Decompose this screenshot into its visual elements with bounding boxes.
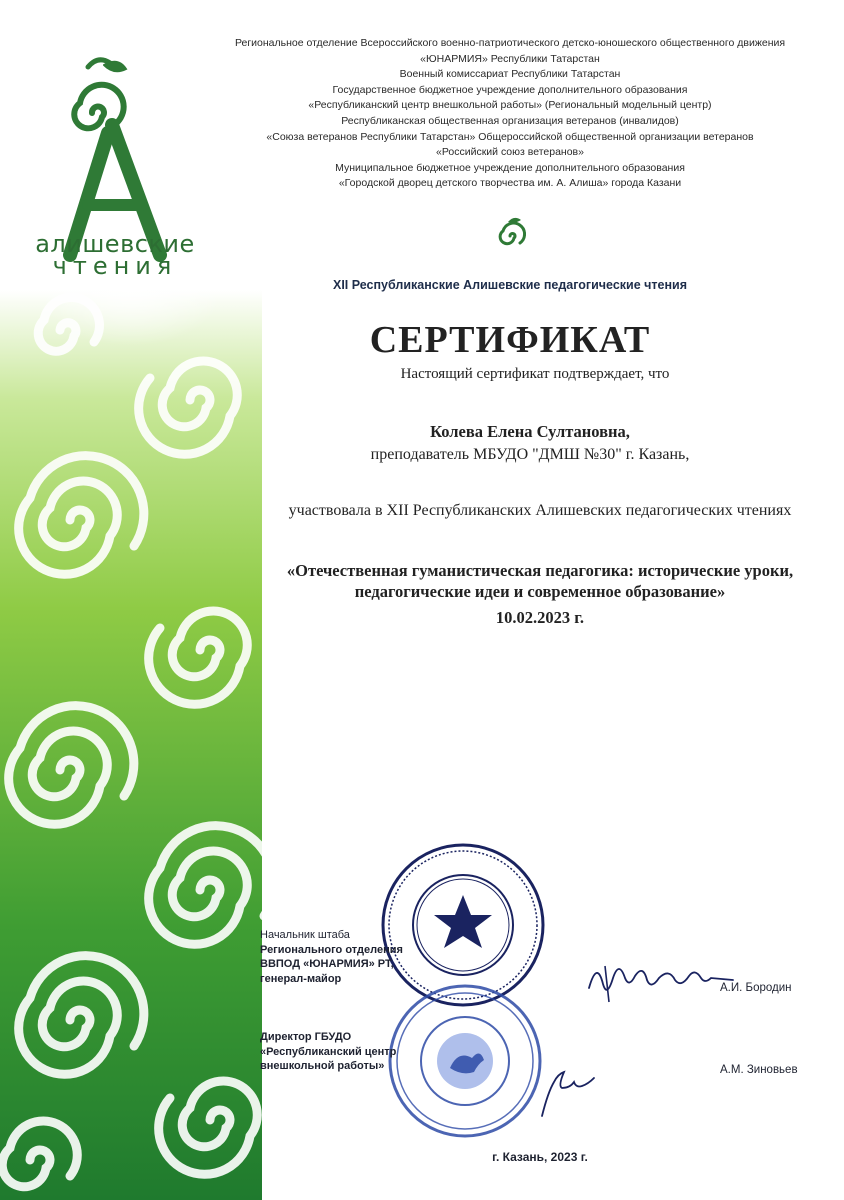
organization-line: «ЮНАРМИЯ» Республики Татарстан — [420, 52, 600, 65]
topic-title: «Отечественная гуманистическая педагогика: исторические уроки, педагогические идеи и современное образование» — [286, 561, 794, 601]
recipient-name: Колева Елена Султановна, — [430, 422, 630, 441]
organizations-header — [190, 36, 830, 192]
signatory-2-name: А.М. Зиновьев — [720, 1064, 798, 1076]
organization-line: Муниципальное бюджетное учреждение дополнительного образования — [335, 161, 685, 174]
signatory-title-line: Начальник штаба — [260, 929, 350, 941]
city-year: г. Казань, 2023 г. — [492, 1150, 588, 1164]
organization-line: «Российский союз ветеранов» — [436, 146, 584, 159]
small-apple-spiral-icon — [496, 216, 526, 252]
signatory-title-line: «Республиканский центр — [260, 1045, 397, 1058]
handwritten-signature-2 — [536, 1060, 606, 1118]
signatory-title-line: Регионального отделения — [260, 943, 403, 956]
signatory-1-title — [260, 928, 410, 986]
organization-line: «Республиканский центр внешкольной работы» (Региональный модельный центр) — [308, 99, 712, 112]
certificate-title: СЕРТИФИКАТ — [369, 319, 651, 361]
signatory-title-line: генерал-майор — [260, 972, 342, 985]
handwritten-signature-1 — [585, 958, 735, 1004]
recipient-position: преподаватель МБУДО "ДМШ №30" г. Казань, — [370, 446, 690, 463]
logo-text-line1: алишевские — [35, 230, 195, 258]
organization-line: «Городской дворец детского творчества им. А. Алиша» города Казани — [338, 177, 682, 190]
organization-line: «Союза ветеранов Республики Татарстан» Общероссийской общественной организации ветеранов — [266, 130, 754, 143]
organization-line: Региональное отделение Всероссийского военно-патриотического детско-юношеского общественного движения — [234, 37, 786, 49]
signatory-title-line: ВВПОД «ЮНАРМИЯ» РТ, — [260, 958, 394, 970]
logo-text-line2: чтения — [52, 252, 178, 280]
organization-line: Военный комиссариат Республики Татарстан — [399, 68, 621, 81]
signatory-1-name: А.И. Бородин — [720, 982, 792, 994]
signatory-2-title — [260, 1030, 410, 1074]
decorative-swirl-band — [0, 290, 262, 1200]
organization-line: Республиканская общественная организация ветеранов (инвалидов) — [341, 114, 679, 127]
signatory-title-line: внешкольной работы» — [260, 1060, 385, 1072]
certificate-intro: Настоящий сертификат подтверждает, что — [400, 366, 670, 382]
organization-line: Государственное бюджетное учреждение дополнительного образования — [332, 83, 688, 96]
signatory-title-line: Директор ГБУДО — [260, 1031, 352, 1043]
participation-text: участвовала в XII Республиканских Алишевских педагогических чтениях — [288, 502, 792, 519]
readings-title: XII Республиканские Алишевские педагогические чтения — [332, 278, 688, 292]
event-date: 10.02.2023 г. — [495, 608, 585, 627]
